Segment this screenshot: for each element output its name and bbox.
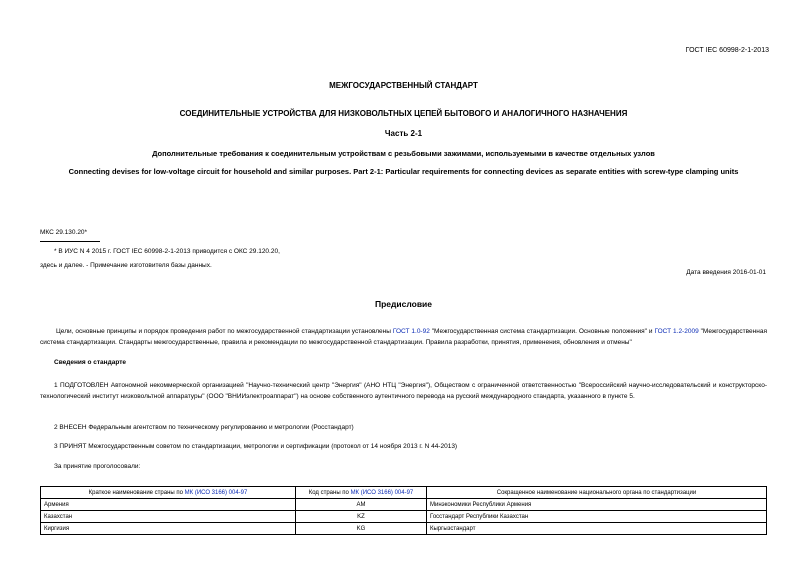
code-cell: KZ	[296, 511, 427, 523]
gost-1-2-2009-link[interactable]: ГОСТ 1.2-2009	[654, 328, 699, 335]
adopted-by-paragraph: 3 ПРИНЯТ Межгосударственным советом по стандартизации, метрологии и сертификации (протокол от 14 ноября 2013 г. N 44-2013)	[54, 443, 458, 450]
country-code-header: Код страны по МК (ИСО 3166) 004-97	[296, 487, 427, 499]
country-cell: Армения	[41, 499, 296, 511]
mk-iso-3166-link[interactable]: МК (ИСО 3166) 004-97	[350, 489, 414, 496]
code-cell: KG	[296, 523, 427, 535]
part-number: Часть 2-1	[384, 129, 423, 138]
code-cell: AM	[296, 499, 427, 511]
voted-for-label: За принятие проголосовали:	[54, 463, 141, 470]
footnote-divider	[40, 241, 100, 242]
table-row	[41, 511, 767, 523]
footnote-line-1: * В ИУС N 4 2015 г. ГОСТ IEC 60998-2-1-2013 приводится с ОКС 29.120.20,	[54, 248, 280, 255]
footnote-line-2: здесь и далее. - Примечание изготовителя базы данных.	[40, 262, 212, 269]
document-subtitle: Дополнительные требования к соединительным устройствам с резьбовыми зажимами, используемыми в качестве отдельных узлов	[152, 149, 655, 158]
mks-code: МКС 29.130.20*	[40, 229, 88, 236]
document-title: СОЕДИНИТЕЛЬНЫЕ УСТРОЙСТВА ДЛЯ НИЗКОВОЛЬТНЫХ ЦЕПЕЙ БЫТОВОГО И АНАЛОГИЧНОГО НАЗНАЧЕНИЯ	[179, 109, 628, 118]
body-cell: Минэкономики Республики Армения	[427, 499, 767, 511]
body-cell: Кыргызстандарт	[427, 523, 767, 535]
submitted-by-paragraph: 2 ВНЕСЕН Федеральным агентством по техническому регулированию и метрологии (Росстандарт)	[54, 424, 354, 431]
p1-text-b: "Межгосударственная система стандартизации. Основные положения" и	[429, 328, 655, 335]
foreword-heading: Предисловие	[374, 299, 433, 309]
introduction-date: Дата введения 2016-01-01	[686, 269, 766, 276]
standard-info-heading: Сведения о стандарте	[54, 359, 127, 366]
standards-body-header: Сокращенное наименование национального органа по стандартизации	[427, 487, 767, 499]
country-name-header: Краткое наименование страны по МК (ИСО 3166) 004-97	[41, 487, 296, 499]
standard-type-heading: МЕЖГОСУДАРСТВЕННЫЙ СТАНДАРТ	[329, 81, 478, 90]
p2-text: 1 ПОДГОТОВЛЕН Автономной некоммерческой организацией "Научно-технический центр "Энергия" (АНО НТЦ "Энергия"), Обществом с ограниченной ответственностью "Всероссийский научно-исследовательский и конструкторско-технологический институт низковольтной аппаратуры" (ООО "ВНИИэлектроаппарат") на основе собственного аутентичного перевода на русский международного стандарта, указанного в пункте 5.	[40, 382, 767, 400]
table-header-row	[41, 487, 767, 499]
english-title: Connecting devises for low-voltage circuit for household and similar purposes. Part 2-1: Particular requirements for connecting devices as separate entities with screw-type clamping units	[68, 167, 739, 176]
foreword-paragraph	[40, 327, 767, 348]
table-row	[41, 499, 767, 511]
prepared-by-paragraph	[40, 381, 767, 402]
country-cell: Киргизия	[41, 523, 296, 535]
mk-iso-3166-link[interactable]: МК (ИСО 3166) 004-97	[184, 489, 248, 496]
p1-text-a: Цели, основные принципы и порядок проведения работ по межгосударственной стандартизации установлены	[56, 328, 393, 335]
body-cell: Госстандарт Республики Казахстан	[427, 511, 767, 523]
table-row	[41, 523, 767, 535]
country-cell: Казахстан	[41, 511, 296, 523]
document-code: ГОСТ IEC 60998-2-1-2013	[685, 47, 769, 54]
p1-text-c: "Межгосударственная система стандартизации. Стандарты межгосударственные, правила и рекомендации по межгосударственной стандартизации. Правила разработки, принятия, применения, обновления и отмены"	[40, 328, 767, 346]
voting-countries-table	[40, 486, 767, 535]
gost-1-0-92-link[interactable]: ГОСТ 1.0-92	[392, 328, 430, 335]
